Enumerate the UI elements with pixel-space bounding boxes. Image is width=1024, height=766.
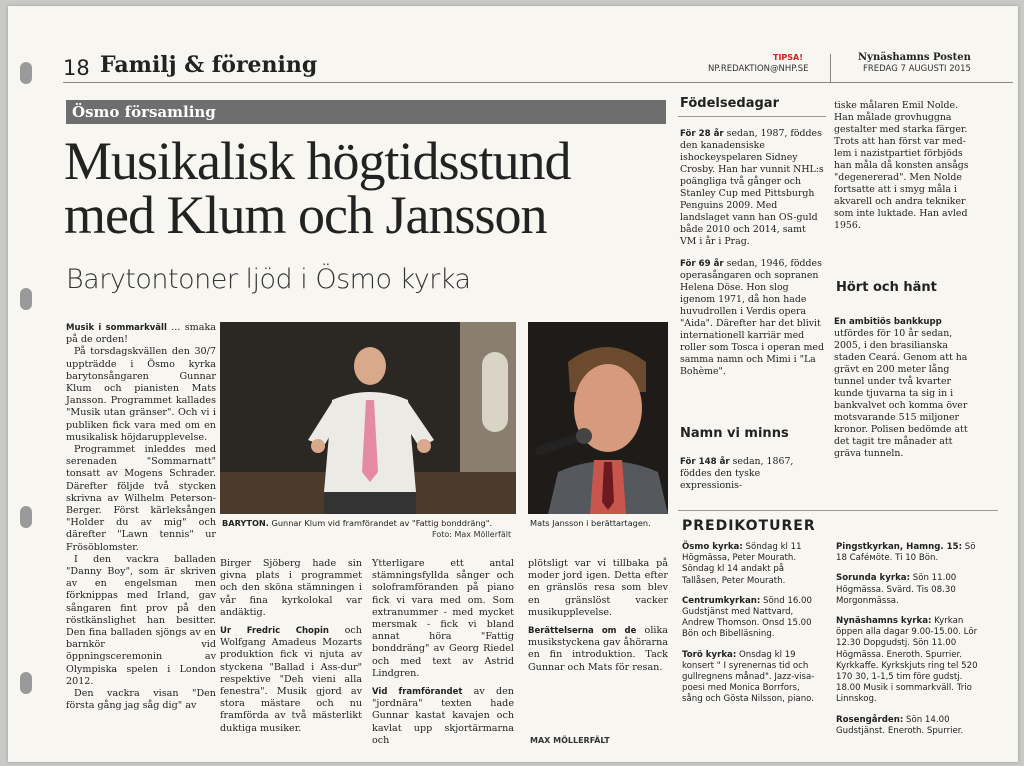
church-name: Torö kyrka: <box>682 649 737 660</box>
article-headline <box>64 131 679 245</box>
article-kicker: Ösmo församling <box>66 100 666 124</box>
paragraph: Programmet inleddes med serenaden "Sommarnatt" tonsatt av Mogens Schrader. Därefter följde två stycken skrivna av Wilhelm Peterson-Berger. Först kärleksången "Holder du av mig" och därefter "Lawn tennis" ur Frösöblomster. <box>66 444 216 553</box>
church-name: Pingstkyrkan, Hamng. 15: <box>836 542 963 552</box>
headline-line-2: med Klum och Jansson <box>64 185 547 245</box>
memorial-body: sedan, 1867, föddes den tyske expressionis- <box>680 456 794 491</box>
article-column-2 <box>220 558 362 735</box>
sermon-text: Sön 11.00 Högmässa. Svärd. Tis 08.30 Morgonmässa. <box>836 573 957 606</box>
church-name: Nynäshamns kyrka: <box>836 616 932 627</box>
sermon-text: Sö 18 Caféмöte. Ti 10 Bön. <box>836 542 976 564</box>
photo-gunnar-klum <box>220 322 516 514</box>
births-title: Födelsedagar <box>680 96 779 111</box>
paragraph-lead: Vid framförandet <box>372 687 463 698</box>
church-name: Ösmo kyrka: <box>682 542 743 552</box>
paragraph: Birger Sjöberg hade sin givna plats i programmet och den sköna stämningen i vår fina kyrkolokal var andäktig. <box>220 558 362 618</box>
church-name: Rosengården: <box>836 714 904 725</box>
birth-item-lead: För 28 år <box>680 129 724 139</box>
photo-mats-jansson-image <box>528 322 668 514</box>
photo-gunnar-klum-image <box>220 322 516 514</box>
masthead-divider <box>830 54 831 82</box>
church-name: Sorunda kyrka: <box>836 573 911 584</box>
page-number: 18 <box>63 56 90 80</box>
caption-text: Gunnar Klum vid framförandet av "Fattig bonddräng". <box>268 518 493 528</box>
heard-lead: En ambitiös bankkupp <box>834 317 942 327</box>
birth-item-text: sedan, 1987, föddes den kanadensiske ishockeyspelaren Sidney Crosby. Han har vunnit NHL:s poängliga två gånger och Stanley Cup med Pittsburgh Penguins 2009. Med landslaget vann han OS-guld både 2010 och 2014, samt VM i år i Prag. <box>680 128 824 247</box>
sermons-left <box>682 542 822 715</box>
caption-lead: BARYTON. <box>222 518 269 528</box>
birth-item-lead: För 69 år <box>680 259 724 269</box>
photo-mats-jansson <box>528 322 668 514</box>
sermon-text: Söndag kl 11 Högmässa, Peter Mourath. Söndag kl 14 andakt på Tallåsen, Peter Mourath. <box>682 542 802 586</box>
paper-name: Nynäshamns Posten <box>858 52 971 63</box>
article-lead: Musik i sommarkväll <box>66 323 167 333</box>
tip-email: NP.REDAKTION@NHP.SE <box>708 64 809 74</box>
paragraph: I den vackra balladen "Danny Boy", som är skriven av en engelsman men förknippas med Irland, gav sångaren fint prov på den röstkänslighet han besitter. Den fina balladen sjöngs av en barnkör vid öppningsceremonin av Olympiska spelen i London 2012. <box>66 553 216 687</box>
paragraph-text: olika musikstyckena gav åhörarna en fin introduktion. Tack Gunnar och Mats för resan. <box>528 625 669 673</box>
sermons-rule <box>678 510 998 511</box>
church-name: Centrumkyrkan: <box>682 595 761 606</box>
memorial-lead: För 148 år <box>680 457 730 467</box>
birth-item-text: sedan, 1946, föddes operasångaren och sopranen Helena Döse. Hon slog igenom 1971, då hon hade huvudrollen i Verdis opera "Aida". Därefter har det blivit internationell karriär med roller som Tosca i operan med samma namn och Mimi i "La Bohème". <box>680 258 824 377</box>
photo-1-caption <box>222 518 512 529</box>
article-column-3 <box>372 558 514 747</box>
sermon-text: Kyrkan öppen alla dagar 9.00-15.00. Lör 12.30 Dopgudstj. Sön 11.00 Högmässa. Eneroth. Spurrier. Kyrkkaffe. Kyrkskjuts ring tel 520 170 30, 1-1,5 tim före gudstj. 18.00 Musik i sommarkväll. Trio Linnskog. <box>836 616 978 705</box>
birth-item <box>680 128 824 248</box>
paragraph: Ytterligare ett antal stämningsfyllda sånger och soloframföranden på piano fick vi vara med om. Som extranummer - med mycket mersmak - fick vi bland annat höra "Fattig bonddräng" av Georg Riedel och med text av Astrid Lindgren. <box>372 558 514 679</box>
sermon-item <box>682 650 822 706</box>
article-column-4 <box>528 558 668 674</box>
sermon-item <box>836 573 982 607</box>
sermon-item <box>682 542 822 587</box>
sermon-item <box>836 715 982 737</box>
memorial-continued: tiske målaren Emil Nolde. Han målade grovhuggna gestalter med starka färger. Trots att han först var med-lem i nazistpartiet förbjöds han måla då konsten ansågs "degenererad". Men Nolde fortsatte att i smyg måla i akvarell och andra tekniker som inte luktade. Han avled 1956. <box>834 100 969 231</box>
sermon-text: Sönd 16.00 Gudstjänst med Nattvard, Andrew Thomson. Onsd 15.00 Bön och Bibelläsning. <box>682 595 812 640</box>
sermon-text: Sön 14.00 Gudstjänst. Eneroth. Spurrier. <box>836 714 964 736</box>
section-title: Familj & förening <box>100 52 318 78</box>
paragraph-lead: Ur Fredric Chopin <box>220 626 329 637</box>
paragraph-text: av den "jordnära" texten hade Gunnar kastat kavajen och kavlat upp skjortärmarna och <box>372 686 514 746</box>
births-list <box>680 128 824 388</box>
paragraph: På torsdagskvällen den 30/7 uppträdde i Ösmo kyrka barytonsångaren Gunnar Klum och pianisten Mats Jansson. Programmet kallades "Musik utan gränser". Och vi i publiken fick vara med om en musikalisk höjdarupplevelse. <box>66 346 216 443</box>
memorial-title: Namn vi minns <box>680 426 789 441</box>
article-subheadline: Barytontoner ljöd i Ösmo kyrka <box>66 264 471 295</box>
memorial-text <box>680 456 824 492</box>
paragraph-text: och Wolfgang Amadeus Mozarts produktion fick vi njuta av styckena "Ballad i Ass-dur" respektive "Deh vieni alla fenestra". Musik gjord av stora mästare och nu framförda av två mästerlikt duktiga musiker. <box>220 625 362 734</box>
sermons-right <box>836 542 982 746</box>
heard-body: utfördes för 10 år sedan, 2005, i den brasilianska staden Ceará. Genom att ha grävt en 200 meter lång tunnel under två kvarter kunde tjuvarna ta sig in i bankvalvet och komma över motsvarande 515 miljoner kronor. Polisen bedömde att det tagit tre månader att gräva tunneln. <box>834 328 968 459</box>
sermon-item <box>836 616 982 706</box>
sermon-item <box>682 596 822 641</box>
headline-line-1: Musikalisk högtidsstund <box>64 131 571 191</box>
paragraph: plötsligt var vi tillbaka på moder jord igen. Detta efter en gränslös resa som blev en gränslöst vacker musikupplevelse. <box>528 558 668 618</box>
paragraph: Den vackra visan "Den första gång jag såg dig" av <box>66 688 216 712</box>
births-rule <box>678 116 826 117</box>
sermons-title: PREDIKOTURER <box>682 518 816 534</box>
sermon-item <box>836 542 982 564</box>
tip-label: TIPSA! <box>773 53 803 62</box>
birth-item <box>680 258 824 378</box>
lead-text: ... smaka på de orden! <box>66 322 216 346</box>
photo-2-caption: Mats Jansson i berättartagen. <box>530 518 651 528</box>
heard-text <box>834 316 980 460</box>
heard-title: Hört och hänt <box>836 280 937 295</box>
sermon-text: Onsdag kl 19 konsert " I syrenernas tid och gullregnens månad". Jazz-visa-poesi med Monica Borrfors, sång och Gösta Nilsson, piano. <box>682 649 815 705</box>
newspaper-page <box>8 6 1018 762</box>
paragraph-lead: Berättelserna om de <box>528 626 637 637</box>
issue-date: FREDAG 7 AUGUSTI 2015 <box>863 64 971 74</box>
article-byline: MAX MÖLLERFÄLT <box>530 736 610 745</box>
masthead-rule <box>63 82 1013 83</box>
article-column-1 <box>66 322 216 713</box>
photo-credit: Foto: Max Möllerfält <box>432 530 512 539</box>
